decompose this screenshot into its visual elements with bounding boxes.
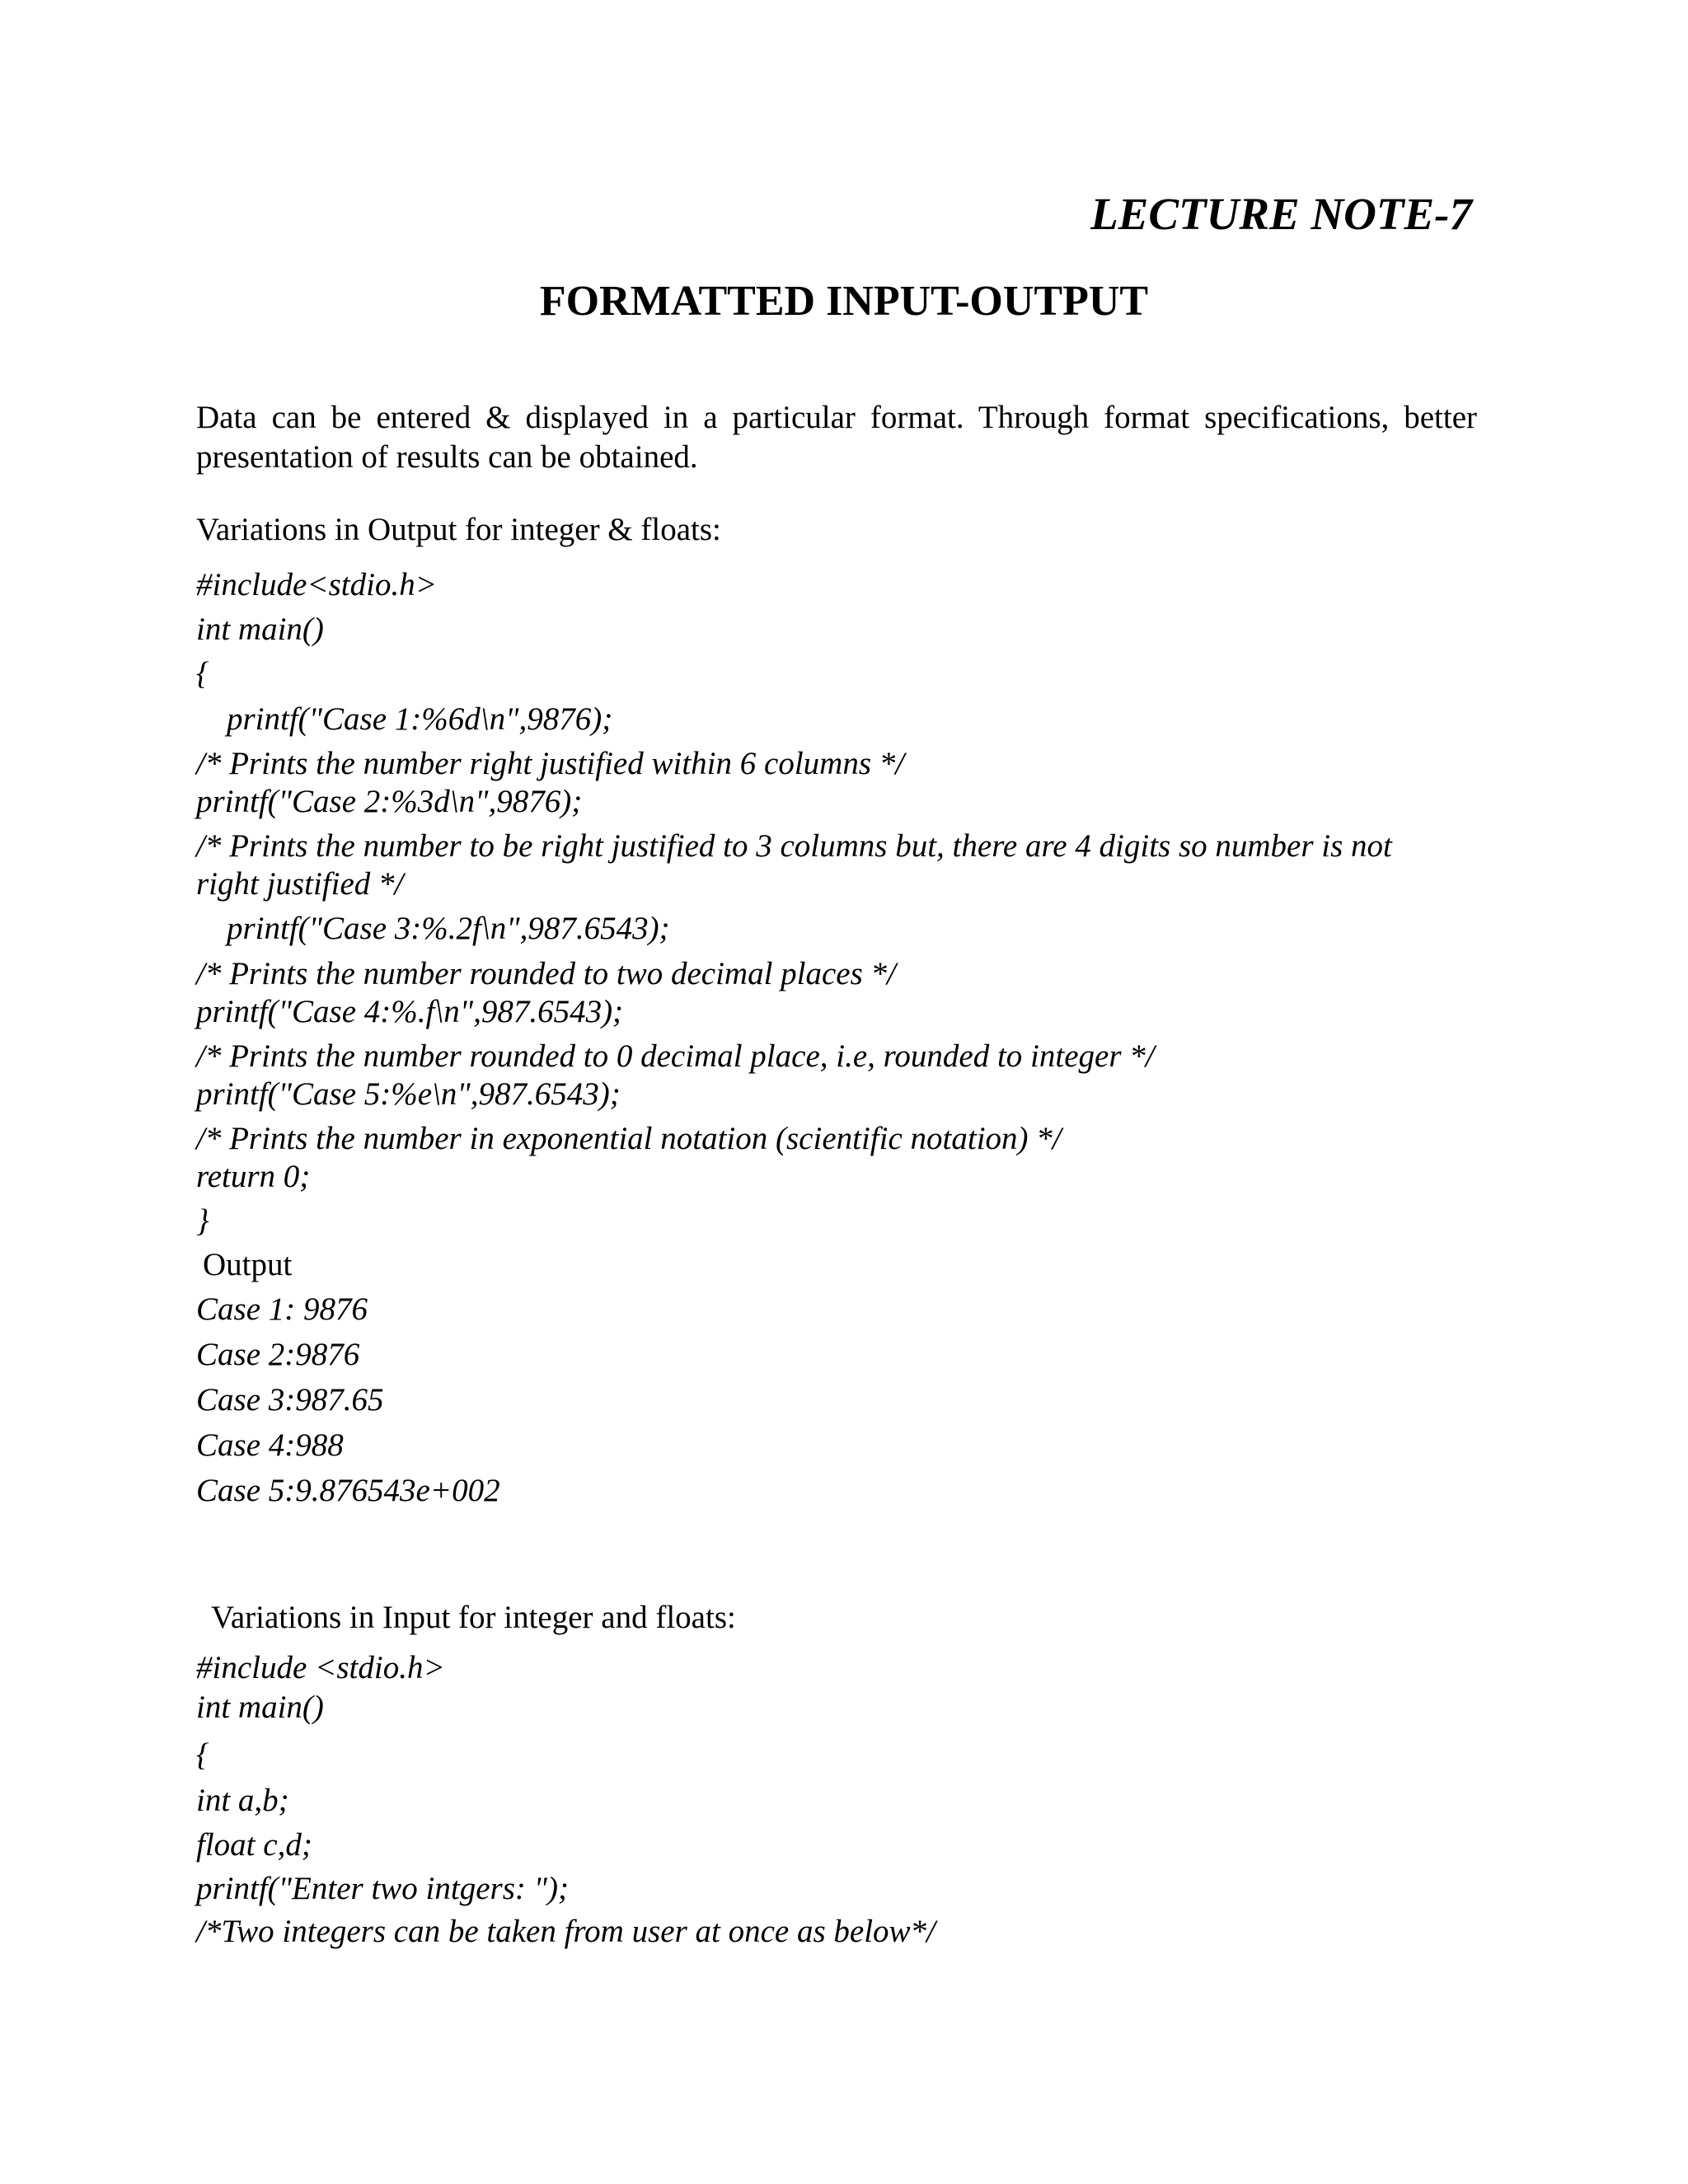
code-line: float c,d;: [196, 1827, 312, 1863]
code-line: printf("Case 2:%3d\n",9876);: [196, 784, 583, 819]
code-line: {: [196, 1737, 209, 1773]
output-line: Case 2:9876: [196, 1337, 360, 1372]
output-line: Case 5:9.876543e+002: [196, 1473, 500, 1508]
code-line: printf("Case 4:%.f\n",987.6543);: [196, 994, 624, 1029]
code-comment: right justified */: [196, 866, 404, 902]
output-line: Case 1: 9876: [196, 1291, 368, 1327]
code-line: {: [196, 656, 209, 691]
output-line: Case 4:988: [196, 1427, 344, 1463]
code-line: int a,b;: [196, 1783, 289, 1818]
code-line: printf("Case 3:%.2f\n",987.6543);: [227, 911, 670, 946]
code-comment: /* Prints the number to be right justified to 3 columns but, there are 4 digits so number is not: [196, 828, 1392, 864]
lecture-header: LECTURE NOTE-7: [1090, 189, 1472, 239]
code-comment: /* Prints the number right justified within 6 columns */: [196, 746, 905, 781]
code-line: int main(): [196, 1690, 324, 1725]
code-line: printf("Case 5:%e\n",987.6543);: [196, 1076, 621, 1112]
output-line: Case 3:987.65: [196, 1382, 384, 1418]
code-line: #include <stdio.h>: [196, 1650, 445, 1685]
section-heading-output: Variations in Output for integer & floats:: [196, 512, 721, 547]
code-line: return 0;: [196, 1159, 311, 1194]
code-comment: /* Prints the number in exponential notation (scientific notation) */: [196, 1121, 1062, 1156]
code-line: int main(): [196, 612, 324, 647]
code-line: }: [196, 1203, 209, 1239]
code-line: #include<stdio.h>: [196, 567, 438, 602]
code-comment: /* Prints the number rounded to 0 decimal place, i.e, rounded to integer */: [196, 1038, 1155, 1074]
code-comment: /* Prints the number rounded to two decimal places */: [196, 956, 896, 991]
code-line: printf("Enter two intgers: ");: [196, 1871, 569, 1906]
code-line: printf("Case 1:%6d\n",9876);: [227, 701, 613, 737]
intro-paragraph: Data can be entered & displayed in a particular format. Through format specifications, better presentation of results can be obtained.: [196, 400, 1477, 475]
page-title: FORMATTED INPUT-OUTPUT: [539, 278, 1149, 325]
output-label: Output: [203, 1247, 293, 1282]
section-heading-input: Variations in Input for integer and floats:: [211, 1600, 736, 1635]
code-comment: /*Two integers can be taken from user at once as below*/: [196, 1914, 935, 1949]
